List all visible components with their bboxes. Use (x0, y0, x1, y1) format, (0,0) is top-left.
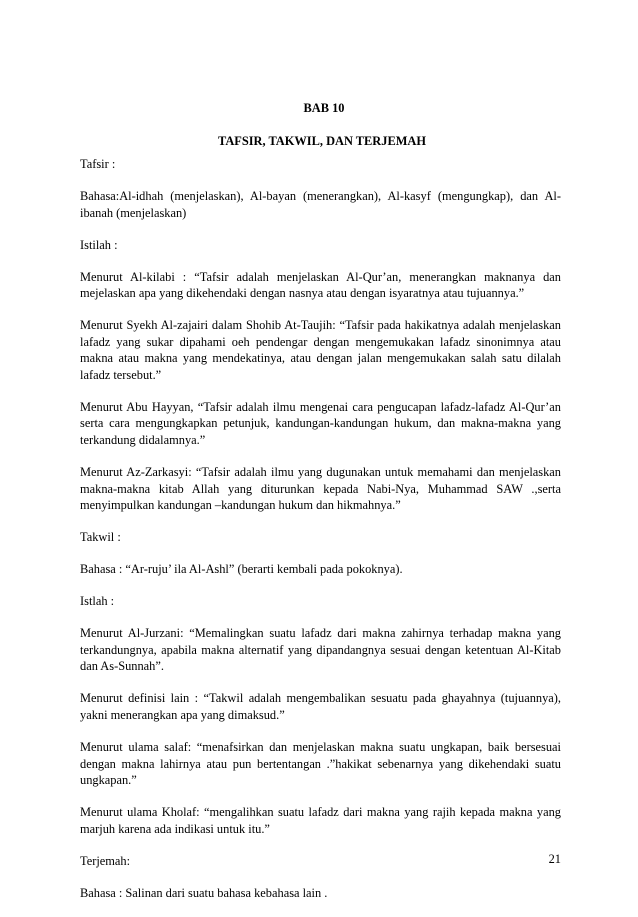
paragraph-az-zarkasyi: Menurut Az-Zarkasyi: “Tafsir adalah ilmu yang dugunakan untuk memahami dan menjelaskan makna-makna kitab Allah yang diturunkan kepada Nabi-Nya, Muhammad SAW .,serta menyimpulkan kandungan –kandungan hukum dan hikmahnya.” (80, 465, 561, 513)
section-label-tafsir: Tafsir : (80, 157, 116, 171)
section-label-takwil: Takwil : (80, 530, 121, 545)
paragraph-terjemah-bahasa: Bahasa : Salinan dari suatu bahasa kebahasa lain . (80, 885, 328, 900)
paragraph-syekh-al-zajairi: Menurut Syekh Al-zajairi dalam Shohib At-Taujih: “Tafsir pada hakikatnya adalah menjelaskan lafadz yang sukar dipahami oeh pendengar dengan mengemukakan lafadz sinonimnya atau makna atau makna yang mendekatinya, atau dengan jalan mengemukakan salah satu dilalah lafadz tersebut.” (80, 318, 561, 382)
chapter-number: BAB 10 (303, 101, 345, 115)
section-label-istlah: Istlah : (80, 594, 115, 609)
page-number: 21 (548, 852, 561, 866)
chapter-title: TAFSIR, TAKWIL, DAN TERJEMAH (217, 134, 427, 148)
paragraph-ulama-salaf: Menurut ulama salaf: “menafsirkan dan menjelaskan makna suatu ungkapan, baik bersesuai dengan makna lahirnya atau pun bertentangan .”hakikat sebenarnya yang dikehendaki suatu ungkapan.” (80, 739, 561, 788)
paragraph-al-kilabi: Menurut Al-kilabi : “Tafsir adalah menjelaskan Al-Qur’an, menerangkan maknanya dan mejelaskan apa yang dikehendaki dengan nasnya atau dengan isyaratnya atau tujuannya.” (80, 269, 561, 301)
section-label-terjemah: Terjemah: (80, 853, 131, 868)
body-text (80, 156, 561, 917)
section-label-istilah: Istilah : (80, 237, 118, 252)
paragraph-tafsir-bahasa: Bahasa:Al-idhah (menjelaskan), Al-bayan (menerangkan), Al-kasyf (mengungkap), dan Al-ibanah (menjelaskan) (80, 188, 561, 220)
paragraph-takwil-bahasa: Bahasa : “Ar-ruju’ ila Al-Ashl” (berarti kembali pada pokoknya). (80, 562, 403, 577)
paragraph-al-jurzani: Menurut Al-Jurzani: “Memalingkan suatu lafadz dari makna zahirnya terhadap makna yang terkandungnya, apabila makna alternatif yang dipandangnya sesuai dengan ketentuan Al-Kitab dan As-Sunnah”. (80, 626, 561, 674)
paragraph-definisi-lain: Menurut definisi lain : “Takwil adalah mengembalikan sesuatu pada ghayahnya (tujuannya), yakni menerangkan apa yang dimaksud.” (80, 691, 561, 722)
paragraph-abu-hayyan: Menurut Abu Hayyan, “Tafsir adalah ilmu mengenai cara pengucapan lafadz-lafadz Al-Qur’an serta cara mengungkapkan petunjuk, kandungan-kandungan hukum, dan makna-makna yang terkandung didalamnya.” (80, 399, 561, 448)
paragraph-ulama-kholaf: Menurut ulama Kholaf: “mengalihkan suatu lafadz dari makna yang rajih kepada makna yang marjuh karena ada indikasi untuk itu.” (80, 805, 561, 836)
